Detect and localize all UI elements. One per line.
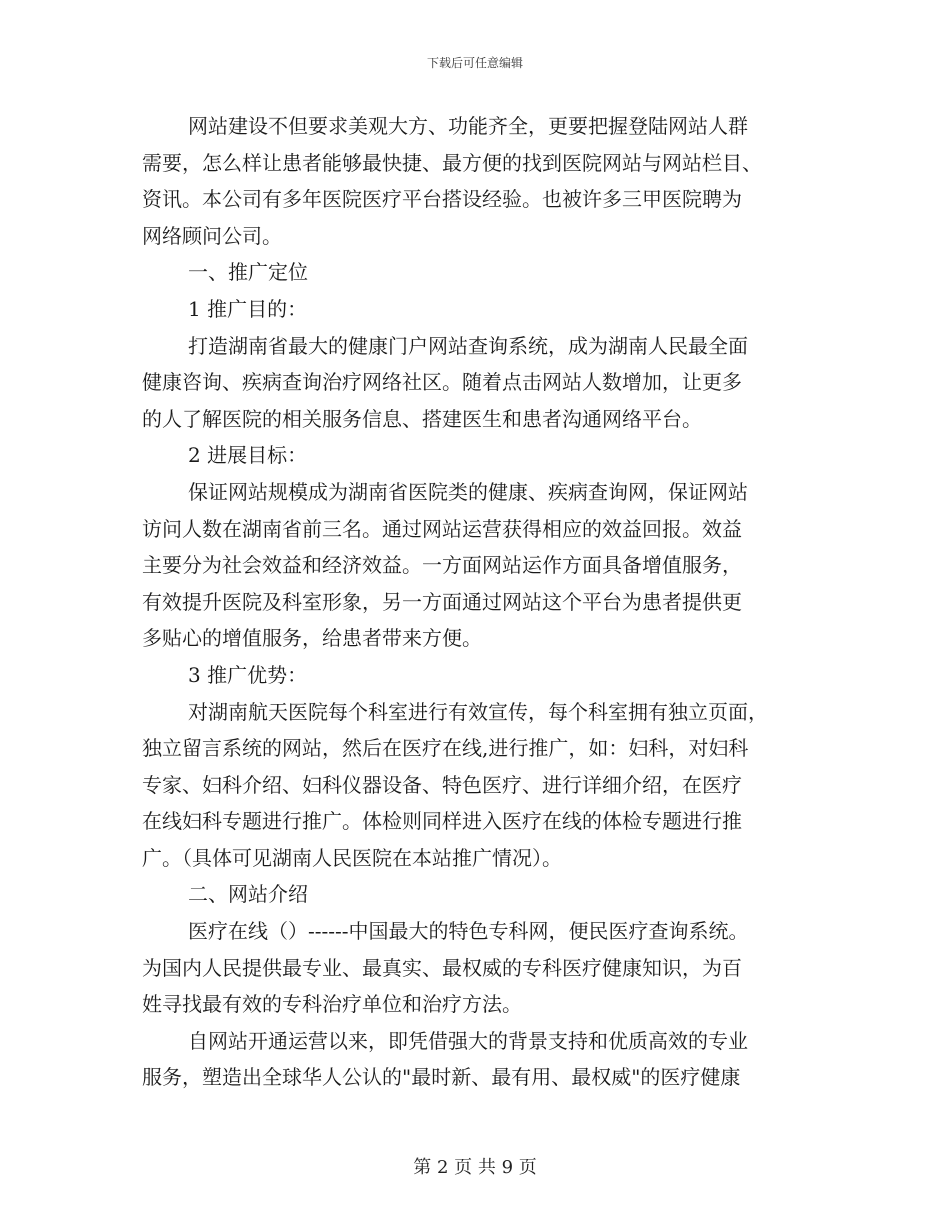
paragraph-line: 保证网站规模成为湖南省医院类的健康、疾病查询网，保证网站 xyxy=(188,479,748,504)
paragraph-line: 打造湖南省最大的健康门户网站查询系统，成为湖南人民最全面 xyxy=(188,333,748,358)
paragraph-line: 对湖南航天医院每个科室进行有效宣传，每个科室拥有独立页面， xyxy=(188,699,768,724)
paragraph-line: 自网站开通运营以来，即凭借强大的背景支持和优质高效的专业 xyxy=(188,1028,748,1053)
paragraph-line: 主要分为社会效益和经济效益。一方面网站运作方面具备增值服务， xyxy=(142,553,742,578)
current-page-number: 2 xyxy=(436,1157,449,1178)
paragraph-line: 资讯。本公司有多年医院医疗平台搭设经验。也被许多三甲医院聘为 xyxy=(142,187,742,212)
page-header-note: 下载后可任意编辑 xyxy=(426,56,523,70)
paragraph-line: 广。（具体可见湖南人民医院在本站推广情况）。 xyxy=(142,845,562,870)
page-number-footer xyxy=(0,1153,950,1179)
paragraph-line: 在线妇科专题进行推广。体检则同样进入医疗在线的体检专题进行推 xyxy=(142,809,742,834)
paragraph-line: 的人了解医院的相关服务信息、搭建医生和患者沟通网络平台。 xyxy=(142,406,702,431)
subsection-heading: 2 进展目标： xyxy=(188,443,308,468)
section-heading: 二、网站介绍 xyxy=(188,882,308,907)
paragraph-line: 有效提升医院及科室形象，另一方面通过网站这个平台为患者提供更 xyxy=(142,589,742,614)
paragraph-line: 需要，怎么样让患者能够最快捷、最方便的找到医院网站与网站栏目、 xyxy=(142,150,762,175)
page-label-prefix: 第 xyxy=(413,1157,432,1178)
paragraph-line: 为国内人民提供最专业、最真实、最权威的专科医疗健康知识，为百 xyxy=(142,955,742,980)
paragraph-line: 医疗在线（）------中国最大的特色专科网，便民医疗查询系统。 xyxy=(188,919,749,944)
paragraph-line: 多贴心的增值服务，给患者带来方便。 xyxy=(142,626,482,651)
paragraph-line: 访问人数在湖南省前三名。通过网站运营获得相应的效益回报。效益 xyxy=(142,516,742,541)
paragraph-line: 网站建设不但要求美观大方、功能齐全，更要把握登陆网站人群 xyxy=(188,114,748,138)
paragraph-line: 姓寻找最有效的专科治疗单位和治疗方法。 xyxy=(142,992,522,1017)
paragraph-line: 健康咨询、疾病查询治疗网络社区。随着点击网站人数增加，让更多 xyxy=(142,370,742,395)
paragraph-line: 独立留言系统的网站，然后在医疗在线,进行推广，如：妇科，对妇科 xyxy=(142,736,749,761)
subsection-heading: 3 推广优势： xyxy=(188,662,308,687)
page-label-suffix: 页 xyxy=(518,1157,537,1178)
subsection-heading: 1 推广目的： xyxy=(188,296,308,321)
total-pages-number: 9 xyxy=(501,1157,514,1178)
document-body xyxy=(142,108,806,1096)
paragraph-line: 服务，塑造出全球华人公认的"最时新、最有用、最权威"的医疗健康 xyxy=(142,1065,741,1090)
paragraph-line: 专家、妇科介绍、妇科仪器设备、特色医疗、进行详细介绍，在医疗 xyxy=(142,772,742,797)
section-heading: 一、推广定位 xyxy=(188,260,308,285)
paragraph-line: 网络顾问公司。 xyxy=(142,223,282,248)
page-label-middle: 页 共 xyxy=(454,1157,496,1178)
